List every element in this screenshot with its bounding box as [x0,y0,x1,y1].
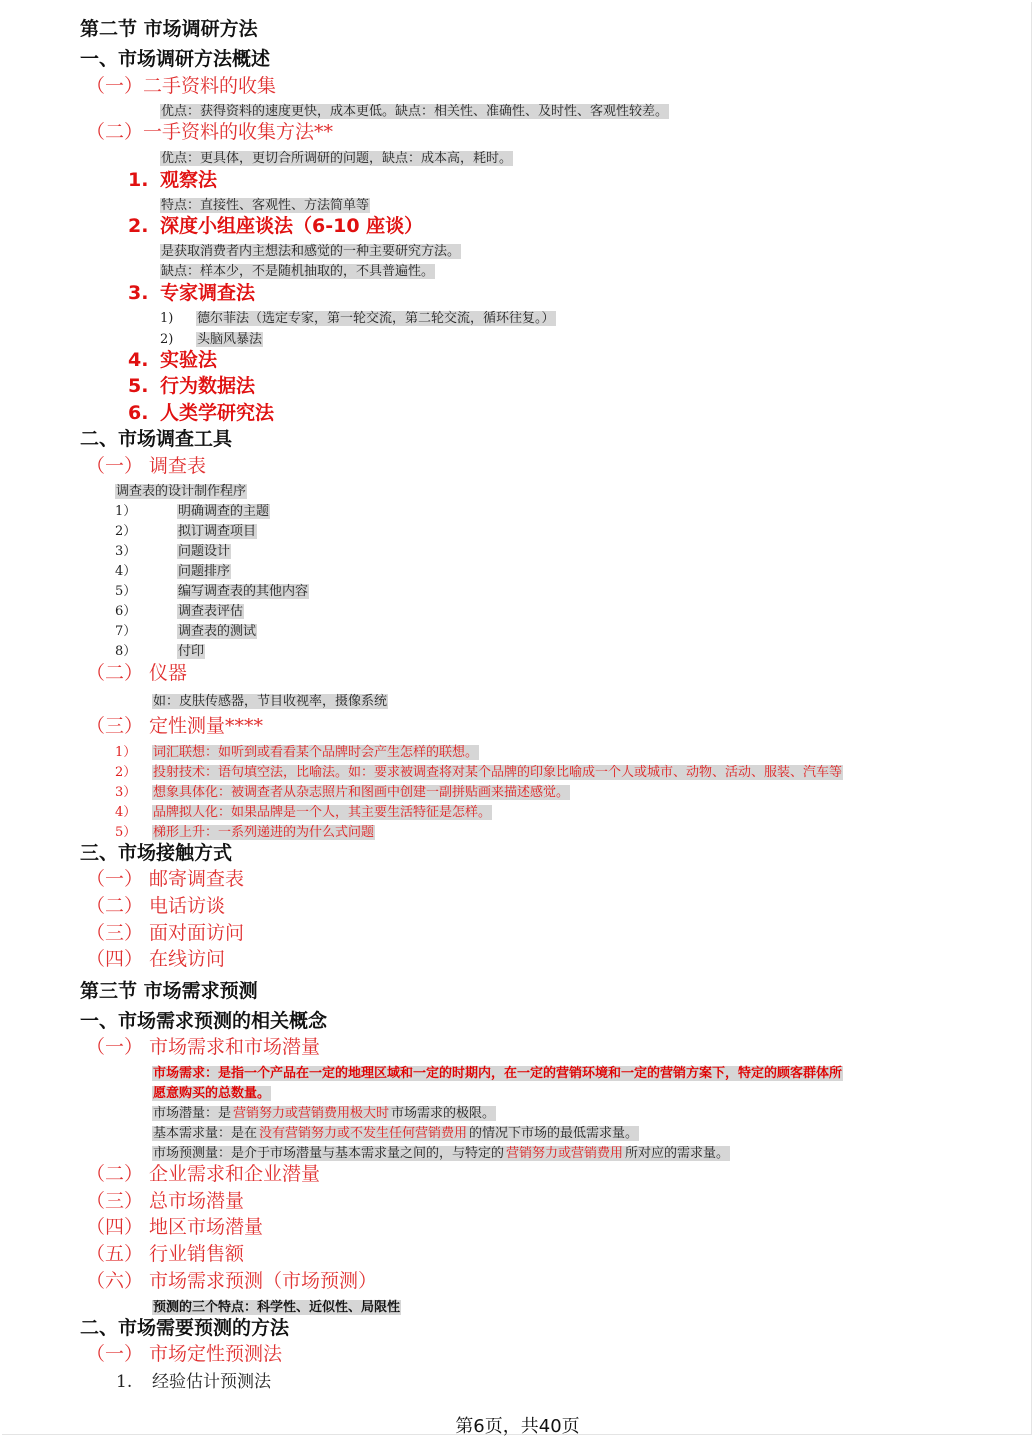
proc-item: 8） 付印 [115,644,205,659]
demand-definition-cont: 愿意购买的总数量。 [153,1086,271,1101]
proc-item: 2） 拟订调查项目 [115,524,257,539]
subheading-demand-potential: （一） 市场需求和市场潜量 [86,1036,321,1058]
qual-item: 1） 词汇联想：如听到或看看某个品牌时会产生怎样的联想。 [115,745,479,760]
subheading-qualitative: （三） 定性测量**** [86,715,264,737]
heading-forecast-methods: 二、市场需要预测的方法 [80,1317,290,1339]
subheading-secondary-data: （一）二手资料的收集 [86,75,277,97]
subheading-qualitative-forecast: （一） 市场定性预测法 [86,1343,283,1365]
contact-item-phone: （二） 电话访谈 [86,895,226,917]
primary-data-desc: 优点：更具体，更切合所调研的问题，缺点：成本高，耗时。 [161,151,513,166]
market-forecast-def: 市场预测量：是介于市场潜量与基本需求量之间的，与特定的 营销努力或营销费用 所对应的需求量。 [153,1146,730,1161]
subheading-questionnaire: （一） 调查表 [86,455,207,477]
heading-contact: 三、市场接触方式 [80,842,233,864]
secondary-data-desc: 优点：获得资料的速度更快，成本更低。缺点：相关性、准确性、及时性、客观性较差。 [161,104,669,119]
contact-item-online: （四） 在线访问 [86,948,226,970]
forecast-traits: 预测的三个特点：科学性、近似性、局限性 [153,1300,401,1315]
focus-group-desc: 是获取消费者内主想法和感觉的一种主要研究方法。 [161,244,461,259]
method-expert: 3. 专家调查法 [128,282,256,304]
method-behavior-data: 5. 行为数据法 [128,375,256,397]
proc-item: 3） 问题设计 [115,544,231,559]
concept-item: （五） 行业销售额 [86,1243,245,1265]
proc-item: 5） 编写调查表的其他内容 [115,584,309,599]
qual-item: 3） 想象具体化：被调查者从杂志照片和图画中创建一副拼贴画来描述感觉。 [115,785,570,800]
concept-item: （六） 市场需求预测（市场预测） [86,1270,378,1292]
qual-item: 5） 梯形上升：一系列递进的为什么式问题 [115,825,375,840]
heading-overview: 一、市场调研方法概述 [80,48,271,70]
proc-item: 7） 调查表的测试 [115,624,257,639]
heading-concepts: 一、市场需求预测的相关概念 [80,1010,328,1032]
section-title: 第二节 市场调研方法 [80,18,258,40]
contact-item-mail: （一） 邮寄调查表 [86,868,245,890]
contact-item-face: （三） 面对面访问 [86,922,245,944]
heading-tools: 二、市场调查工具 [80,428,233,450]
instrument-desc: 如：皮肤传感器，节目收视率，摄像系统 [153,694,388,709]
focus-group-drawback: 缺点：样本少，不是随机抽取的，不具普遍性。 [161,264,435,279]
proc-item: 1） 明确调查的主题 [115,504,270,519]
method-experiment: 4. 实验法 [128,349,218,371]
subheading-primary-data: （二）一手资料的收集方法** [86,121,334,143]
concept-item: （四） 地区市场潜量 [86,1216,264,1238]
concept-item: （二） 企业需求和企业潜量 [86,1163,321,1185]
expert-item: 2) 头脑风暴法 [160,332,263,347]
concept-item: （三） 总市场潜量 [86,1190,245,1212]
page-footer: 第6页，共40页 [455,1416,580,1437]
method-observation: 1. 观察法 [128,169,218,191]
section-title: 第三节 市场需求预测 [80,980,258,1002]
proc-item: 4） 问题排序 [115,564,231,579]
method-focus-group: 2. 深度小组座谈法（6-10 座谈） [128,215,424,237]
method-anthropology: 6. 人类学研究法 [128,402,275,424]
questionnaire-proc-title: 调查表的设计制作程序 [116,484,247,499]
basic-demand-def: 基本需求量：是在 没有营销努力或不发生任何营销费用 的情况下市场的最低需求量。 [153,1126,639,1141]
qual-item: 4） 品牌拟人化：如果品牌是一个人，其主要生活特征是怎样。 [115,805,492,820]
qual-item: 2） 投射技术：语句填空法，比喻法。如：要求被调查将对某个品牌的印象比喻成一个人或城市、动物、活动、服装、汽车等 [115,765,843,780]
market-potential-def: 市场潜量：是 营销努力或营销费用极大时 市场需求的极限。 [153,1106,496,1121]
subheading-instruments: （二） 仪器 [86,662,188,684]
observation-desc: 特点：直接性、客观性、方法简单等 [161,198,370,213]
demand-definition: 市场需求：是指一个产品在一定的地理区域和一定的时期内，在一定的营销环境和一定的营销方案下，特定的顾客群体所 [153,1066,843,1081]
proc-item: 6） 调查表评估 [115,604,244,619]
experience-method: 1. 经验估计预测法 [116,1372,271,1392]
expert-item: 1) 德尔菲法（选定专家，第一轮交流，第二轮交流，循环往复。） [160,311,555,326]
